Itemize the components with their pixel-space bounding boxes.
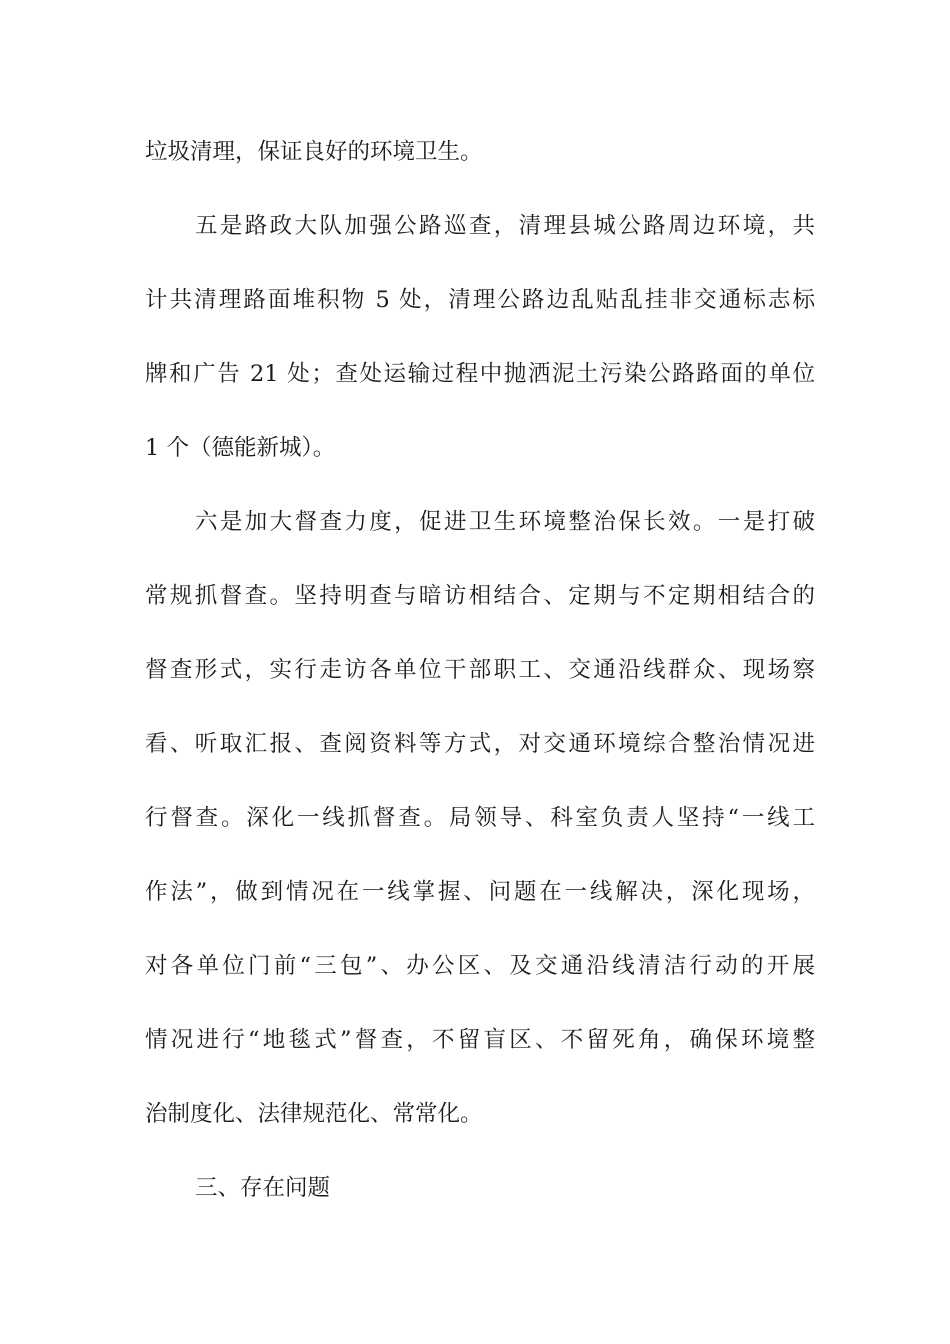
paragraph-line: 垃圾清理，保证良好的环境卫生。: [145, 139, 483, 165]
paragraph-line: 常规抓督查。坚持明查与暗访相结合、定期与不定期相结合的: [145, 583, 815, 609]
paragraph-line: 计共清理路面堆积物 5 处，清理公路边乱贴乱挂非交通标志标: [145, 287, 815, 313]
paragraph-line: 五是路政大队加强公路巡查，清理县城公路周边环境，共: [195, 213, 815, 239]
paragraph-line: 督查形式，实行走访各单位干部职工、交通沿线群众、现场察: [145, 657, 815, 683]
paragraph-line: 1 个（德能新城）。: [145, 435, 336, 461]
paragraph-line: 对各单位门前“三包”、办公区、及交通沿线清洁行动的开展: [145, 953, 815, 979]
paragraph-line: 情况进行“地毯式”督查，不留盲区、不留死角，确保环境整: [145, 1027, 815, 1053]
paragraph-line: 看、听取汇报、查阅资料等方式，对交通环境综合整治情况进: [145, 731, 815, 757]
paragraph-line: 行督查。深化一线抓督查。局领导、科室负责人坚持“一线工: [145, 805, 815, 831]
paragraph-line: 作法”，做到情况在一线掌握、问题在一线解决，深化现场，: [145, 879, 815, 905]
paragraph-line: 六是加大督查力度，促进卫生环境整治保长效。一是打破: [195, 509, 815, 535]
paragraph-line: 牌和广告 21 处；查处运输过程中抛洒泥土污染公路路面的单位: [145, 361, 815, 387]
paragraph-line: 治制度化、法律规范化、常常化。: [145, 1101, 483, 1127]
section-heading: 三、存在问题: [195, 1175, 331, 1201]
